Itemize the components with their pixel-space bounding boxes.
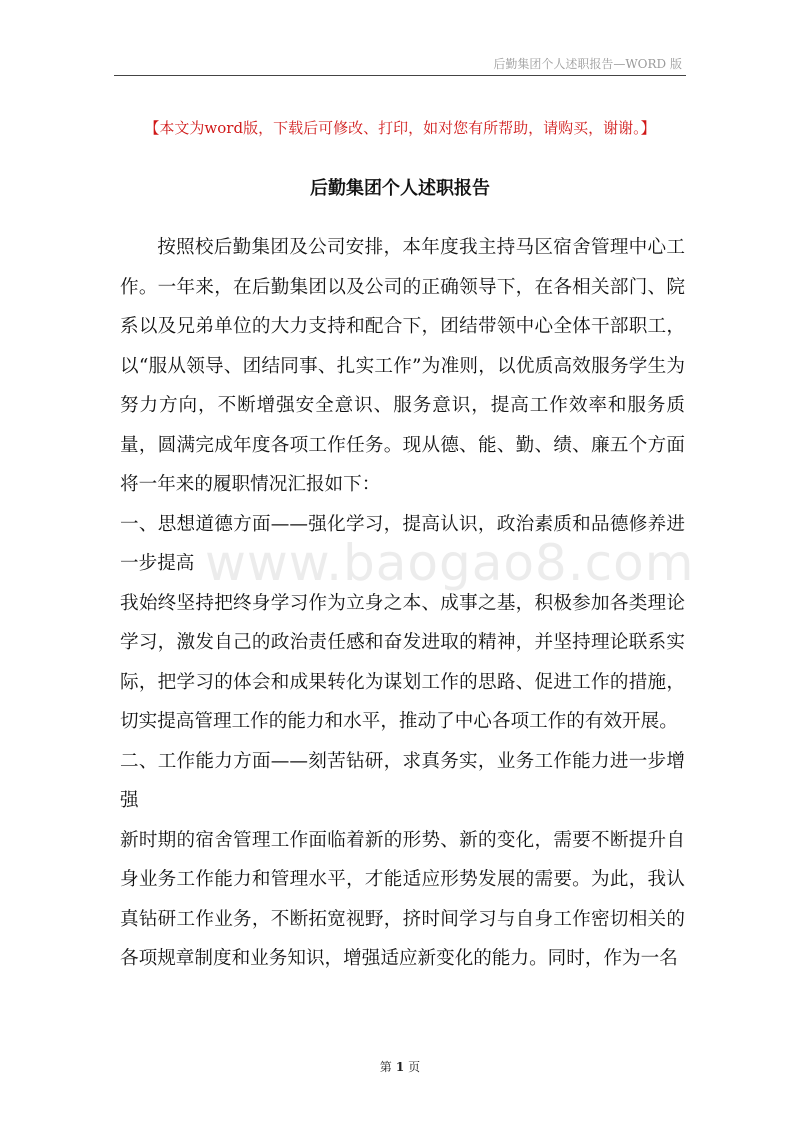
header-divider <box>114 75 686 76</box>
footer-suffix: 页 <box>408 1060 421 1074</box>
paragraph-section-1: 我始终坚持把终身学习作为立身之本、成事之基，积极参加各类理论学习，激发自己的政治责任感和奋发进取的精神，并坚持理论联系实际，把学习的体会和成果转化为谋划工作的思路、促进工作的措施，切实提高管理工作的能力和水平，推动了中心各项工作的有效开展。 <box>120 592 685 732</box>
document-title: 后勤集团个人述职报告 <box>310 178 490 199</box>
purchase-notice: 【本文为word版，下载后可修改、打印，如对您有所帮助，请购买，谢谢。】 <box>144 119 656 137</box>
paragraph-section-2: 新时期的宿舍管理工作面临着新的形势、新的变化，需要不断提升自身业务工作能力和管理水平，才能适应形势发展的需要。为此，我认真钻研工作业务，不断拓宽视野，挤时间学习与自身工作密切相关的各项规章制度和业务知识，增强适应新变化的能力。同时，作为一名 <box>120 829 685 969</box>
section-heading-2: 二、工作能力方面——刻苦钻研，求真务实，业务工作能力进一步增强 <box>120 750 685 811</box>
watermark: www.baogao8.com <box>205 534 695 592</box>
page-number: 1 <box>395 1060 405 1074</box>
running-header: 后勤集团个人述职报告—WORD 版 <box>493 57 682 71</box>
page-footer <box>0 1058 800 1075</box>
section-heading-1: 一、思想道德方面——强化学习，提高认识，政治素质和品德修养进一步提高 <box>120 513 685 574</box>
paragraph-intro: 按照校后勤集团及公司安排，本年度我主持马区宿舍管理中心工作。一年来，在后勤集团以及公司的正确领导下，在各相关部门、院系以及兄弟单位的大力支持和配合下，团结带领中心全体干部职工，以“服从领导、团结同事、扎实工作”为准则，以优质高效服务学生为努力方向，不断增强安全意识、服务意识，提高工作效率和服务质量，圆满完成年度各项工作任务。现从德、能、勤、绩、廉五个方面将一年来的履职情况汇报如下： <box>120 237 685 495</box>
document-body <box>120 228 685 979</box>
footer-prefix: 第 <box>379 1060 392 1074</box>
